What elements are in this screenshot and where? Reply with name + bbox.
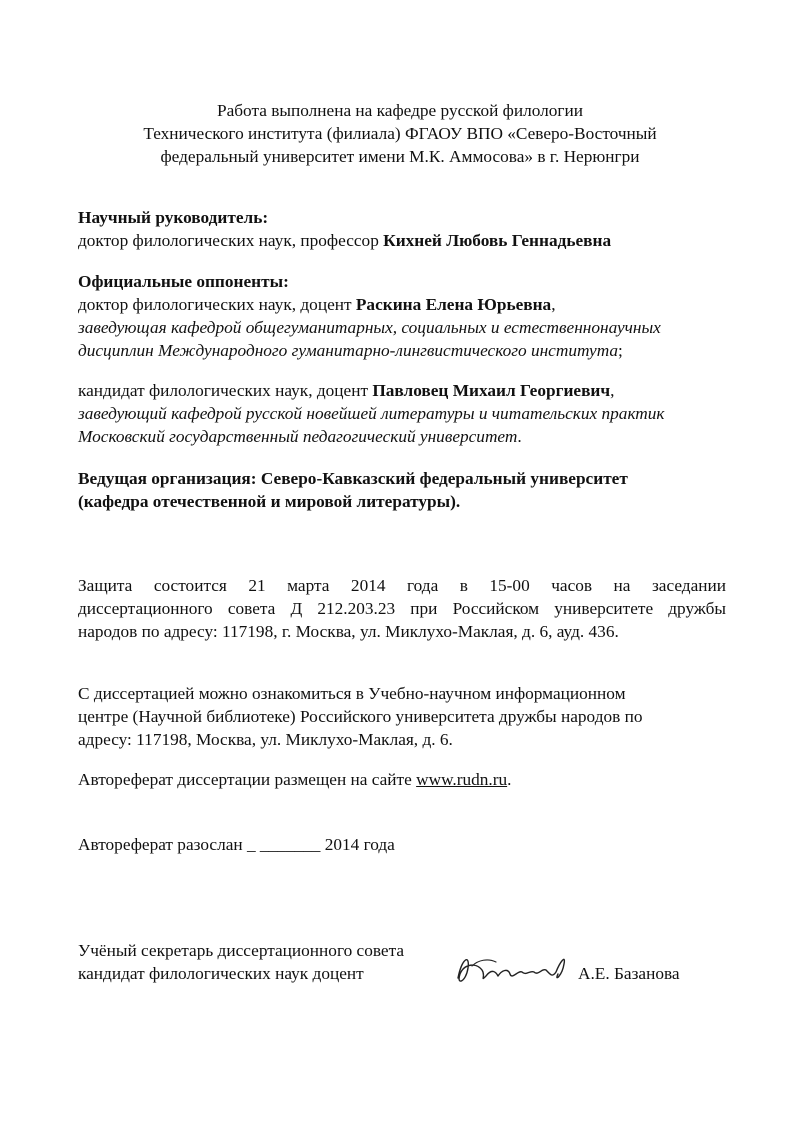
website-line: Автореферат диссертации размещен на сайте www.rudn.ru. [78,770,512,789]
defense-line-3: народов по адресу: 117198, г. Москва, ул. Миклухо-Маклая, д. 6, ауд. 436. [78,622,619,641]
secretary-name: А.Е. Базанова [578,964,680,983]
opponent-2-name: Павловец Михаил Георгиевич [372,381,611,400]
opponent-2-line: кандидат филологических наук, доцент Павловец Михаил Георгиевич, [78,381,615,400]
leading-org-line-2: (кафедра отечественной и мировой литературы). [78,492,461,511]
opponents-heading: Официальные оппоненты: [78,272,289,291]
defense-line-1: Защита состоится 21 марта 2014 года в 15-00 часов на заседании [78,576,726,595]
header-line-3: федеральный университет имени М.К. Аммосова» в г. Нерюнгри [160,147,640,166]
header-line-1: Работа выполнена на кафедре русской филологии [216,101,583,120]
supervisor-heading: Научный руководитель: [78,208,269,227]
supervisor-line: доктор филологических наук, профессор Кихней Любовь Геннадьевна [78,231,612,250]
opponent-1-line: доктор филологических наук, доцент Раскина Елена Юрьевна, [78,295,556,314]
secretary-line-2: кандидат филологических наук доцент [78,964,364,983]
library-line-2: центре (Научной библиотеке) Российского университета дружбы народов по [78,707,643,726]
opponent-2-position-2: Московский государственный педагогический университет. [78,427,522,446]
defense-line-2: диссертационного совета Д 212.203.23 при Российском университете дружбы [78,599,726,618]
signature-icon [452,948,577,990]
header-line-2: Технического института (филиала) ФГАОУ ВПО «Северо-Восточный [143,124,657,143]
opponent-1-position-1: заведующая кафедрой общегуманитарных, социальных и естественнонаучных [78,318,661,337]
supervisor-name: Кихней Любовь Геннадьевна [383,231,612,250]
opponent-1-position-2: дисциплин Международного гуманитарно-лингвистического института; [78,341,623,360]
secretary-line-1: Учёный секретарь диссертационного совета [78,941,405,960]
opponent-2-position-1: заведующий кафедрой русской новейшей литературы и читательских практик [78,404,665,423]
library-line-3: адресу: 117198, Москва, ул. Миклухо-Маклая, д. 6. [78,730,453,749]
sent-line: Автореферат разослан _ _______ 2014 года [78,835,395,854]
library-line-1: С диссертацией можно ознакомиться в Учебно-научном информационном [78,684,626,703]
opponent-1-name: Раскина Елена Юрьевна [355,295,552,314]
leading-org-line-1: Ведущая организация: Северо-Кавказский федеральный университет [78,469,628,488]
website-link[interactable]: www.rudn.ru [416,770,508,789]
